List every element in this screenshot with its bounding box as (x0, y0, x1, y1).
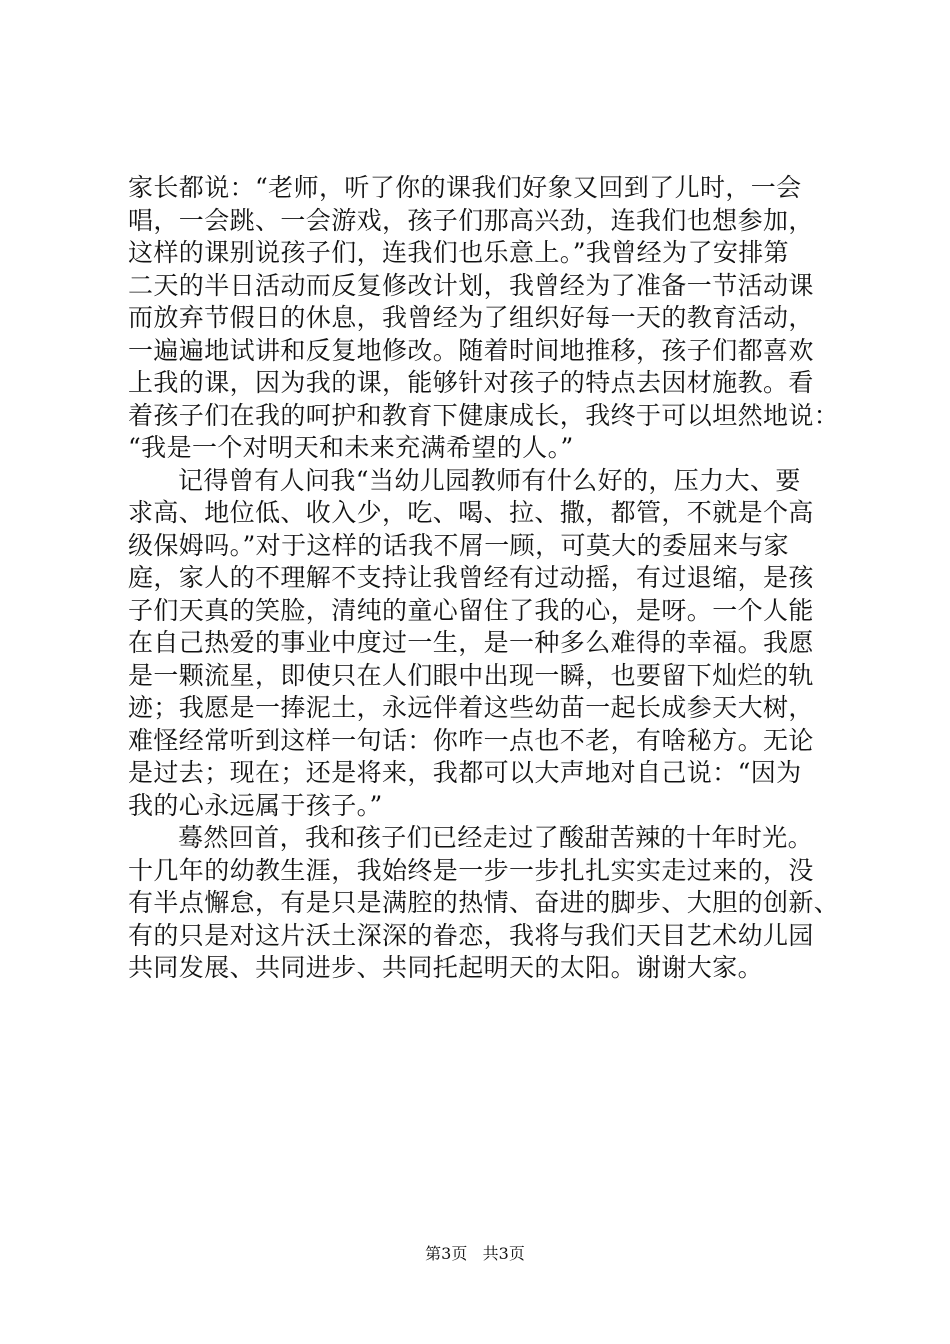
text-line: 着孩子们在我的呵护和教育下健康成长，我终于可以坦然地说： (128, 400, 840, 430)
text-line: 庭，家人的不理解不支持让我曾经有过动摇，有过退缩，是孩 (128, 563, 814, 592)
text-line: 我的心永远属于孩子。” (128, 790, 383, 820)
page-total: 共3页 (482, 1244, 525, 1263)
text-line: 在自己热爱的事业中度过一生，是一种多么难得的幸福。我愿 (128, 628, 814, 657)
document-body (128, 172, 840, 985)
paragraph-1 (128, 172, 840, 465)
text-line: 二天的半日活动而反复修改计划，我曾经为了准备一节活动课 (128, 270, 814, 300)
text-line-first: 蓦然回首，我和孩子们已经走过了酸甜苦辣的十年时光。 (178, 823, 814, 852)
page-footer (0, 1244, 950, 1264)
text-line: 是过去；现在；还是将来，我都可以大声地对自己说：“因为 (128, 758, 802, 787)
text-line: 十几年的幼教生涯，我始终是一步一步扎扎实实走过来的，没 (128, 855, 814, 885)
text-line: 家长都说：“老师，听了你的课我们好象又回到了儿时，一会 (128, 173, 802, 202)
paragraph-3 (128, 822, 840, 985)
text-line: 上我的课，因为我的课，能够针对孩子的特点去因材施教。看 (128, 368, 814, 397)
text-line: 求高、地位低、收入少，吃、喝、拉、撒，都管，不就是个高 (128, 498, 814, 527)
text-line: 共同发展、共同进步、共同托起明天的太阳。谢谢大家。 (128, 953, 764, 982)
text-line: 是一颗流星，即使只在人们眼中出现一瞬，也要留下灿烂的轨 (128, 660, 814, 690)
text-line: 有的只是对这片沃土深深的眷恋，我将与我们天目艺术幼儿园 (128, 920, 814, 950)
text-line: 级保姆吗。”对于这样的话我不屑一顾，可莫大的委屈来与家 (128, 530, 790, 560)
text-line: “我是一个对明天和未来充满希望的人。” (128, 433, 574, 462)
text-line: 有半点懈怠，有是只是满腔的热情、奋进的脚步、大胆的创新、 (128, 888, 840, 917)
text-line: 这样的课别说孩子们，连我们也乐意上。”我曾经为了安排第 (128, 238, 790, 267)
text-line: 一遍遍地试讲和反复地修改。随着时间地推移，孩子们都喜欢 (128, 335, 814, 365)
page-number: 第3页 (425, 1244, 468, 1263)
text-line: 子们天真的笑脸，清纯的童心留住了我的心，是呀。一个人能 (128, 595, 814, 625)
text-line: 唱，一会跳、一会游戏，孩子们那高兴劲，连我们也想参加， (128, 205, 814, 235)
paragraph-2 (128, 465, 840, 823)
footer-spacer (472, 1244, 477, 1263)
text-line: 迹；我愿是一捧泥土，永远伴着这些幼苗一起长成参天大树， (128, 693, 814, 722)
text-line-first: 记得曾有人问我“当幼儿园教师有什么好的，压力大、要 (178, 465, 801, 495)
text-line: 难怪经常听到这样一句话：你咋一点也不老，有啥秘方。无论 (128, 725, 814, 755)
text-line: 而放弃节假日的休息，我曾经为了组织好每一天的教育活动， (128, 303, 814, 332)
